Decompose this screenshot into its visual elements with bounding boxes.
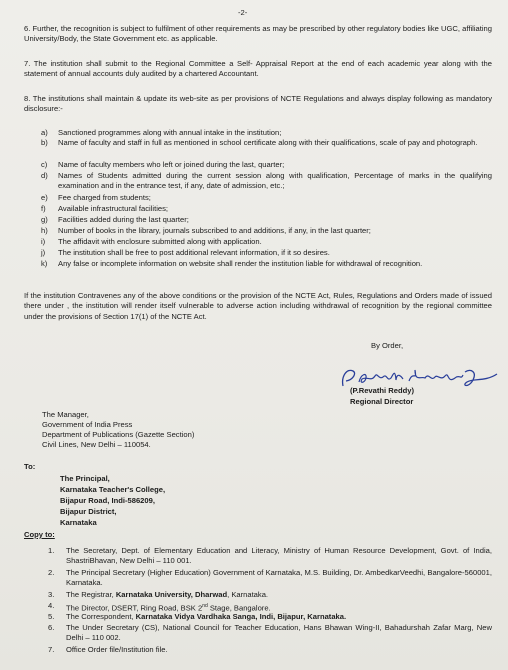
to-label: To: [24,462,36,471]
list-text: The institution shall be free to post additional relevant information, if it so desires. [58,248,330,257]
copy-to-label: Copy to: [24,530,55,539]
list-marker: d) [41,171,48,180]
list-text: The Secretary, Dept. of Elementary Education and Literacy, Ministry of Human Resource Development, Govt. of India, ShastriBhavan, New Delhi – 110 001. [66,546,492,566]
paragraph-8: 8. The institutions shall maintain & update its web-site as per provisions of NCTE Regulations and always display following as mandatory disclosure:- [24,94,492,114]
list-text: The Director, DSERT, Ring Road, BSK 2nd Stage, Bangalore. [66,603,271,613]
page-number: -2- [238,8,248,17]
address-line: Karnataka [60,518,97,527]
list-marker: 1. [48,546,55,555]
list-marker: a) [41,128,48,137]
signatory-title: Regional Director [350,397,414,406]
list-text: The Under Secretary (CS), National Council for Teacher Education, Hans Bhawan Wing-II, Bahadurshah Zafar Marg, New Delhi – 110 002. [66,623,492,643]
by-order: By Order, [371,341,404,350]
address-line: Department of Publications (Gazette Section) [42,430,195,439]
list-marker: 4. [48,601,55,610]
list-marker: c) [41,160,48,169]
signatory-name: (P.Revathi Reddy) [350,386,415,395]
list-text: Facilities added during the last quarter; [58,215,189,224]
address-line: Karnataka Teacher's College, [60,485,166,494]
list-marker: 5. [48,612,55,621]
list-marker: 2. [48,568,55,577]
list-text: Office Order file/Institution file. [66,645,168,654]
list-text: Available infrastructural facilities; [58,204,169,213]
list-text: Number of books in the library, journals subscribed to and additions, if any, in the last quarter; [58,226,371,235]
list-marker: 7. [48,645,55,654]
address-line: The Principal, [60,474,110,483]
list-text: The affidavit with enclosure submitted along with application. [58,237,262,246]
paragraph-7: 7. The institution shall submit to the Regional Committee a Self- Appraisal Report at the end of each academic year along with the statement of annual accounts duly audited by a chartered Accountant. [24,59,492,79]
address-line: Bijapur Road, Indi-586209, [60,496,155,505]
list-marker: e) [41,193,48,202]
address-line: Government of India Press [42,420,133,429]
address-line: Civil Lines, New Delhi – 110054. [42,440,151,449]
list-marker: f) [41,204,46,213]
list-text: Any false or incomplete information on website shall render the institution liable for withdrawal of recognition. [58,259,423,268]
list-marker: j) [41,248,46,257]
address-line: The Manager, [42,410,89,419]
list-text: The Registrar, Karnataka University, Dharwad, Karnataka. [66,590,269,599]
list-marker: g) [41,215,48,224]
paragraph-6: 6. Further, the recognition is subject to fulfilment of other requirements as may be prescribed by other regulatory bodies like UGC, affiliating University/Body, the State Government etc. as applicable. [24,24,492,44]
list-marker: 6. [48,623,55,632]
list-marker: k) [41,259,48,268]
list-text: The Correspondent, Karnataka Vidya Vardhaka Sanga, Indi, Bijapur, Karnataka. [66,612,347,621]
list-marker: h) [41,226,48,235]
list-text: Fee charged from students; [58,193,151,202]
contravene-paragraph: If the institution Contravenes any of the above conditions or the provision of the NCTE Act, Rules, Regulations and Orders made of issued there under , the institution will render itself vulnerable to adverse action including withdrawal of recognition by the regional committee under the provisions of Section 17(1) of the NCTE Act. [24,291,492,321]
list-text: The Principal Secretary (Higher Education) Government of Karnataka, M.S. Building, Dr. AmbedkarVeedhi, Bangalore-560001, Karnataka. [66,568,492,588]
list-marker: 3. [48,590,55,599]
list-text: Names of Students admitted during the current session along with qualification, Percentage of marks in the qualifying examination and in the entrance test, if any, date of admission, etc.; [58,171,492,191]
list-text: Name of faculty members who left or joined during the last, quarter; [58,160,285,169]
address-line: Bijapur District, [60,507,117,516]
list-marker: i) [41,237,46,246]
list-marker: b) [41,138,48,147]
list-text: Name of faculty and staff in full as mentioned in school certificate along with their qualifications, scale of pay and photograph. [58,138,478,147]
list-text: Sanctioned programmes along with annual intake in the institution; [58,128,282,137]
